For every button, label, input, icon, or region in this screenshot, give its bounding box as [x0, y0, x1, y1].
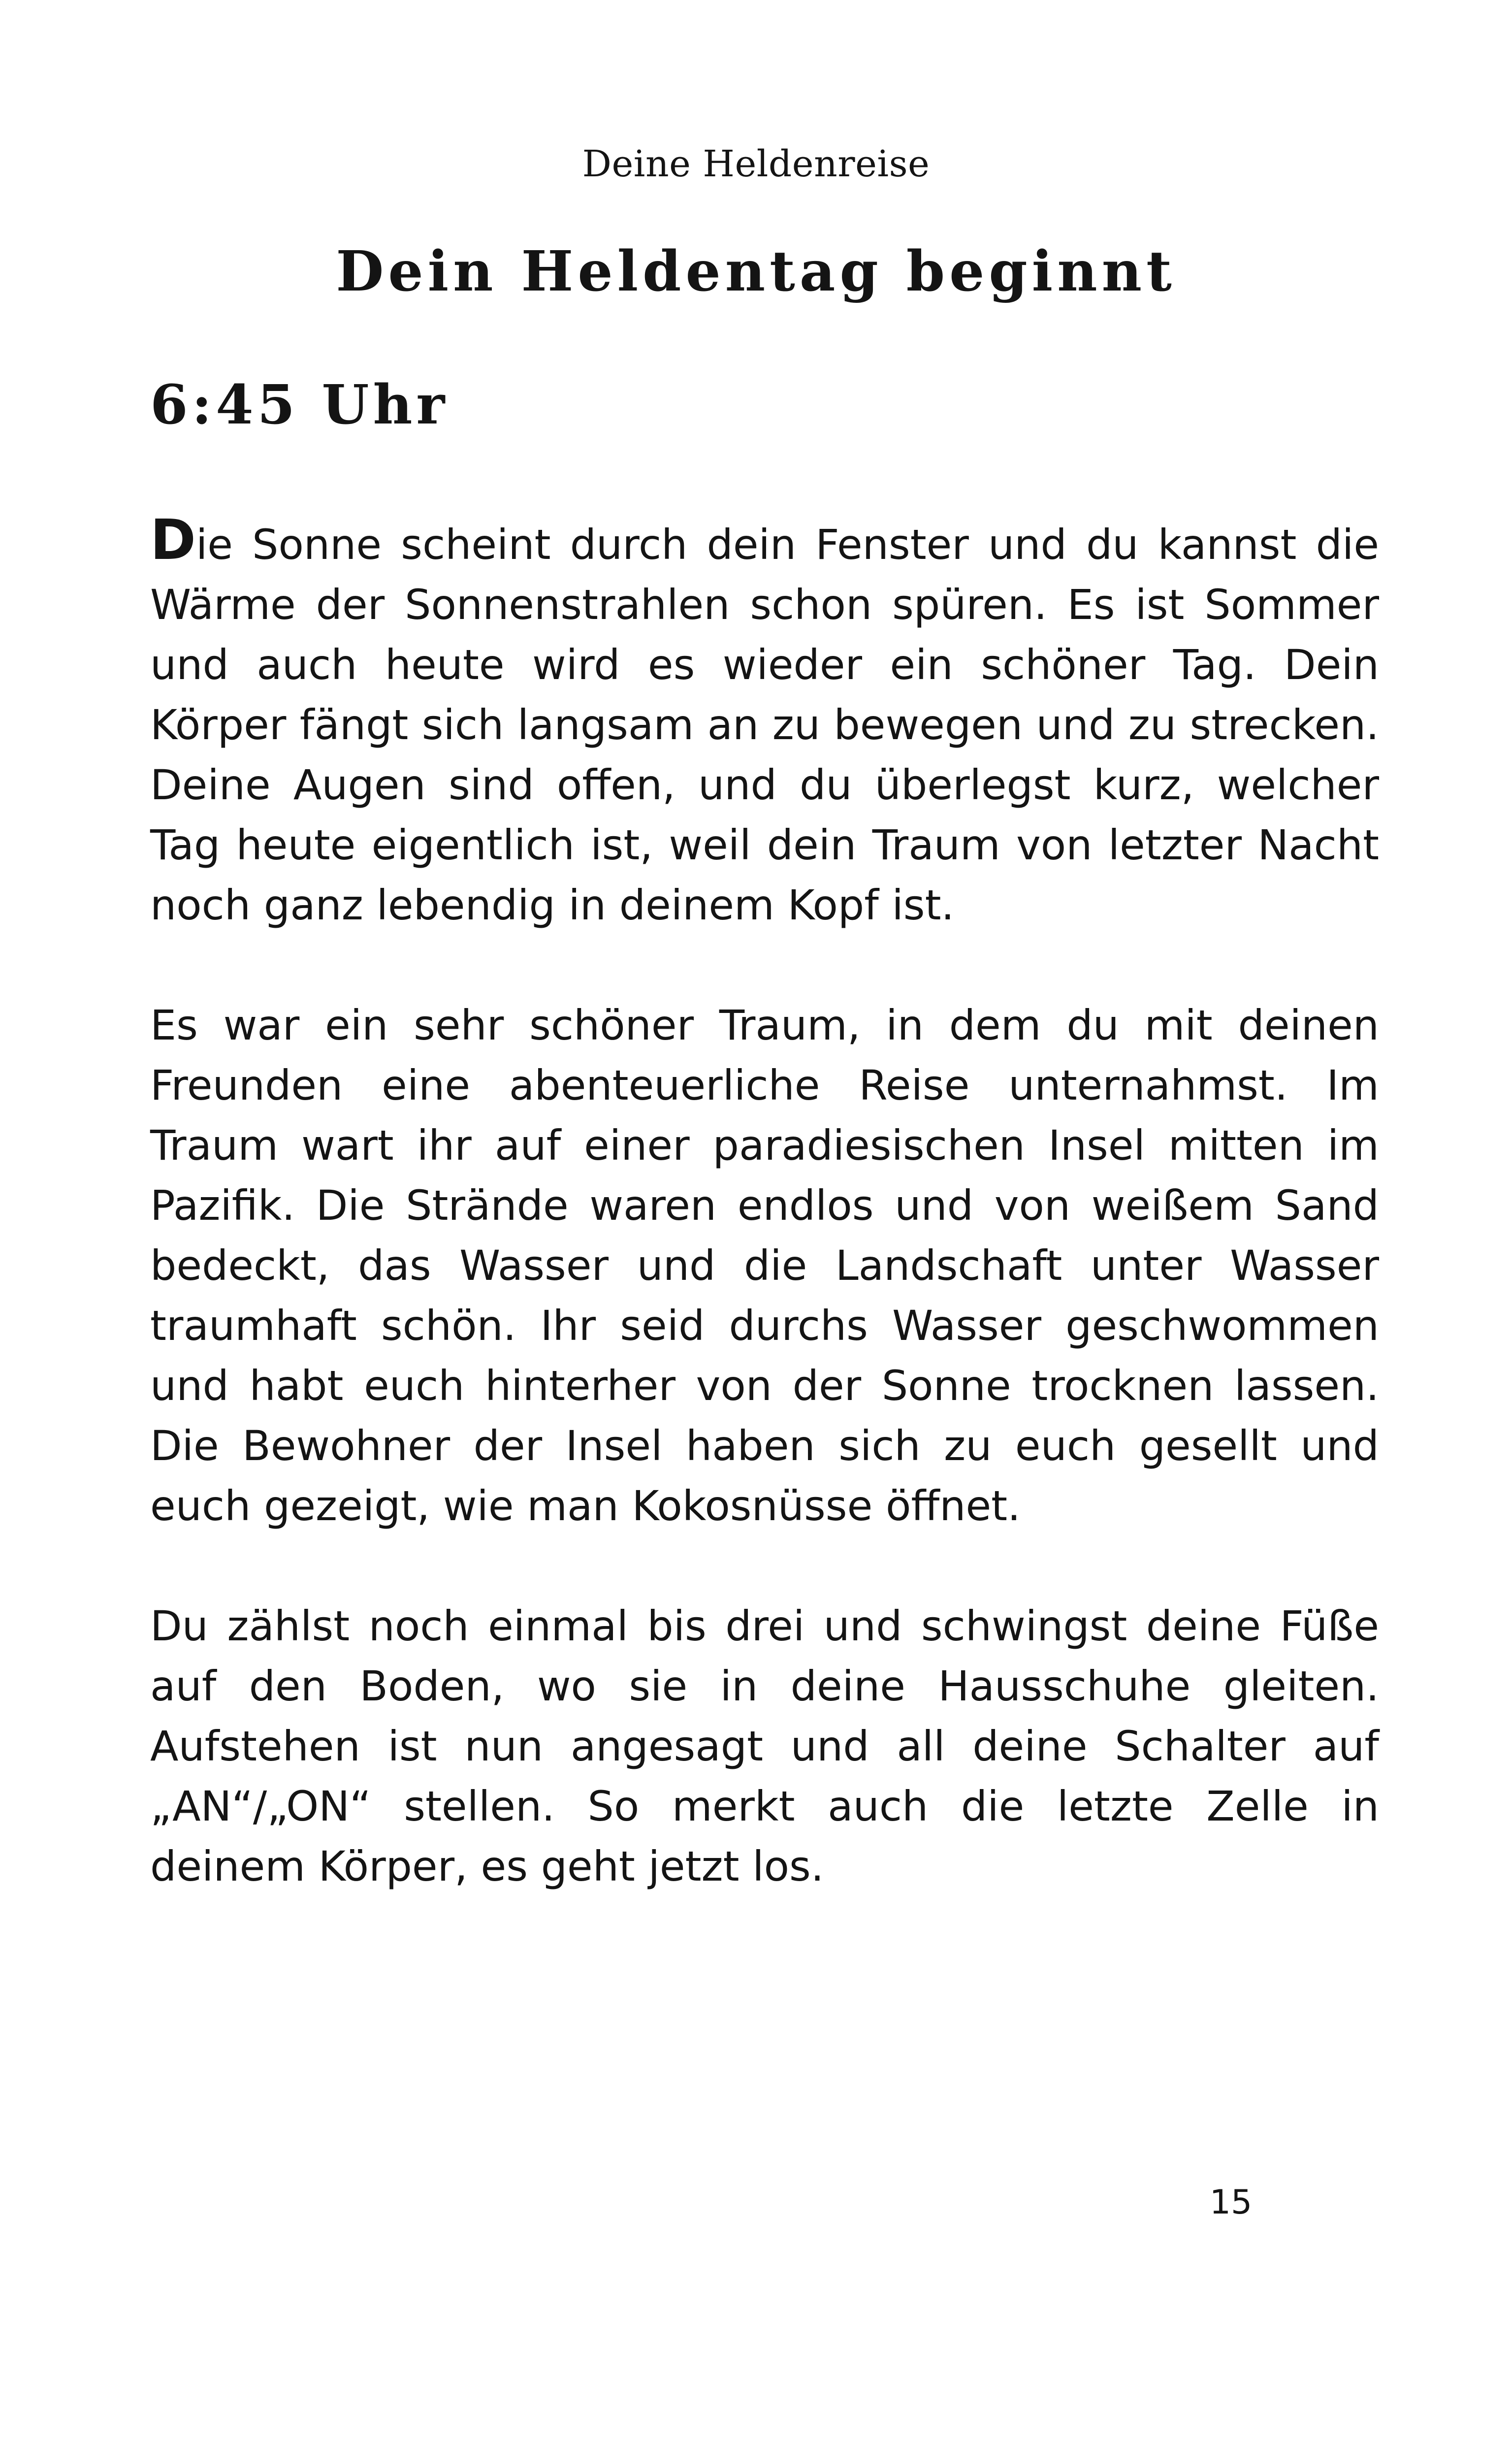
page-number: 15: [1209, 2183, 1253, 2222]
paragraph-1: [150, 508, 1379, 935]
paragraph-2: Es war ein sehr schöner Traum, in dem du mit deinen Freunden eine abenteuerliche Reise unternahmst. Im Traum wart ihr auf einer paradiesischen Insel mitten im Pazifik. Die Strände waren endlos und von weißem Sand bedeckt, das Wasser und die Landschaft unter Wasser traumhaft schön. Ihr seid durchs Wasser geschwommen und habt euch hinterher von der Sonne trocknen lassen. Die Bewohner der Insel haben sich zu euch gesellt und euch gezeigt, wie man Kokosnüsse öffnet.: [150, 1001, 1379, 1530]
paragraph-3: Du zählst noch einmal bis drei und schwingst deine Füße auf den Boden, wo sie in deine Hausschuhe gleiten. Aufstehen ist nun angesagt und all deine Schalter auf „AN“/„ON“ stellen. So merkt auch die letzte Zelle in deinem Körper, es geht jetzt los.: [150, 1602, 1379, 1890]
running-head: Deine Heldenreise: [582, 143, 930, 185]
drop-cap: D: [150, 508, 196, 572]
section-heading-time: 6:45 Uhr: [150, 373, 449, 436]
paragraph-1-text: ie Sonne scheint durch dein Fenster und du kannst die Wärme der Sonnenstrahlen schon spüren. Es ist Sommer und auch heute wird es wieder ein schöner Tag. Dein Körper fängt sich langsam an zu bewegen und zu strecken. Deine Augen sind offen, und du überlegst kurz, welcher Tag heute eigentlich ist, weil dein Traum von letzter Nacht noch ganz lebendig in deinem Kopf ist.: [150, 521, 1379, 929]
chapter-title: Dein Heldentag beginnt: [336, 239, 1176, 304]
body-text: [150, 508, 1379, 1896]
